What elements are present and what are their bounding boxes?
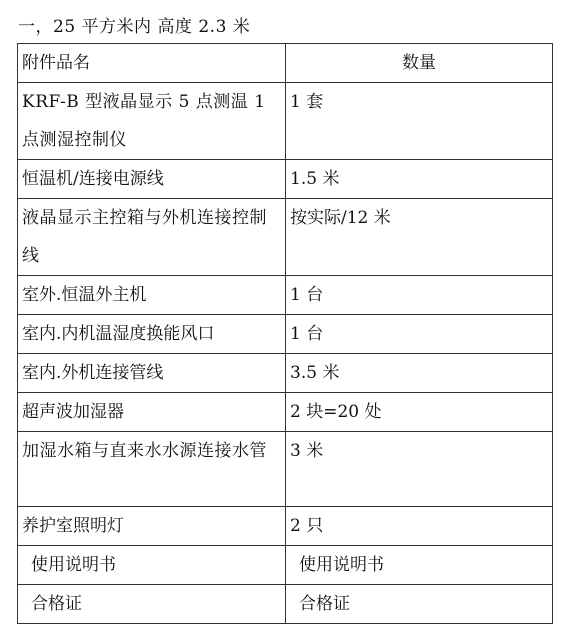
quantity-cell: 1.5 米 (286, 160, 553, 199)
table-row (18, 83, 553, 160)
item-name-cell (18, 199, 286, 276)
header-quantity: 数量 (286, 44, 553, 83)
item-name-cell (18, 432, 286, 507)
quantity-cell: 1 套 (286, 83, 553, 160)
item-name-cell: 室内.外机连接管线 (18, 354, 286, 393)
item-name-cell: 恒温机/连接电源线 (18, 160, 286, 199)
quantity-cell: 3.5 米 (286, 354, 553, 393)
item-name-cell: 养护室照明灯 (18, 507, 286, 546)
header-item-name: 附件品名 (18, 44, 286, 83)
quantity-cell: 2 块=20 处 (286, 393, 553, 432)
table-row (18, 507, 553, 546)
quantity-cell: 使用说明书 (286, 546, 553, 585)
quantity-cell: 1 台 (286, 315, 553, 354)
table-header-row (18, 44, 553, 83)
item-name-cell: 超声波加湿器 (18, 393, 286, 432)
document-heading: 一，25 平方米内 高度 2.3 米 (18, 17, 251, 37)
quantity-cell: 1 台 (286, 276, 553, 315)
quantity-cell: 按实际/12 米 (286, 199, 553, 276)
table-row (18, 393, 553, 432)
table-row (18, 432, 553, 507)
table-row (18, 585, 553, 624)
item-name-cell (18, 83, 286, 160)
quantity-cell: 2 只 (286, 507, 553, 546)
table-row (18, 354, 553, 393)
table-row (18, 315, 553, 354)
item-name-cell: 使用说明书 (18, 546, 286, 585)
quantity-cell: 3 米 (286, 432, 553, 507)
item-name: KRF-B 型液晶显示 5 点测温 1 点测湿控制仪 (22, 92, 266, 150)
table-row (18, 160, 553, 199)
table-row (18, 546, 553, 585)
table-row (18, 276, 553, 315)
table-row (18, 199, 553, 276)
item-name: 液晶显示主控箱与外机连接控制线 (22, 208, 267, 266)
item-name-cell: 室外.恒温外主机 (18, 276, 286, 315)
item-name-cell: 室内.内机温湿度换能风口 (18, 315, 286, 354)
accessory-table (17, 43, 553, 624)
quantity-cell: 合格证 (286, 585, 553, 624)
item-name: 加湿水箱与直来水水源连接水管 (22, 441, 267, 461)
item-name-cell: 合格证 (18, 585, 286, 624)
